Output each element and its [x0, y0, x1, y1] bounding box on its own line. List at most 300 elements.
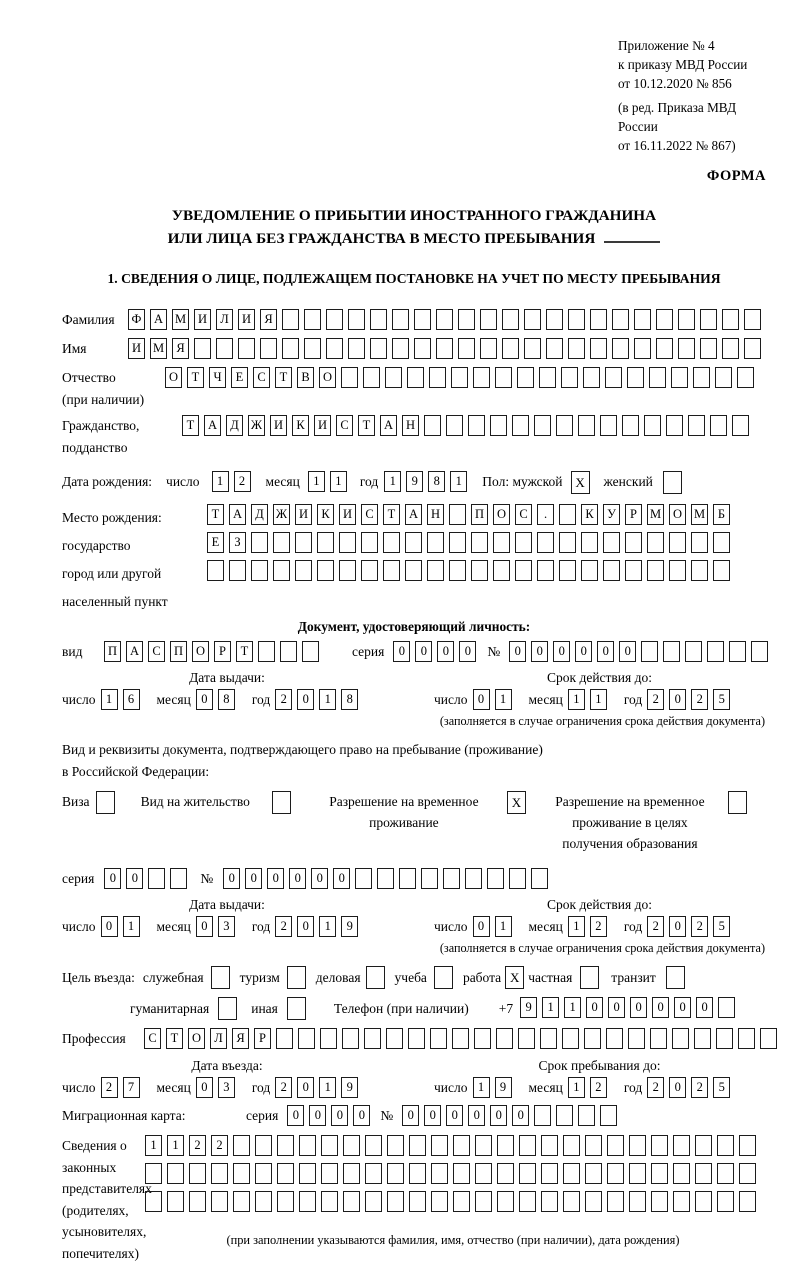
char-cell[interactable]: Е: [207, 532, 224, 553]
char-cell[interactable]: 2: [275, 916, 292, 937]
char-cell[interactable]: 2: [101, 1077, 118, 1098]
char-cell[interactable]: [691, 532, 708, 553]
char-cell[interactable]: [238, 338, 255, 359]
char-cell[interactable]: 0: [393, 641, 410, 662]
char-cell[interactable]: [458, 309, 475, 330]
char-cell[interactable]: [145, 1191, 162, 1212]
char-cell[interactable]: [497, 1191, 514, 1212]
char-cell[interactable]: 2: [211, 1135, 228, 1156]
char-cell[interactable]: 0: [553, 641, 570, 662]
char-cell[interactable]: 1: [145, 1135, 162, 1156]
char-cell[interactable]: [298, 1028, 315, 1049]
char-cell[interactable]: [695, 1163, 712, 1184]
char-cell[interactable]: 1: [123, 916, 140, 937]
char-cell[interactable]: [517, 367, 534, 388]
char-cell[interactable]: [693, 367, 710, 388]
char-cell[interactable]: [167, 1191, 184, 1212]
char-cell[interactable]: Д: [226, 415, 243, 436]
char-cell[interactable]: [509, 868, 526, 889]
char-cell[interactable]: [715, 367, 732, 388]
char-cell[interactable]: [497, 1163, 514, 1184]
char-cell[interactable]: [607, 1163, 624, 1184]
purpose-study-checkbox[interactable]: [434, 966, 453, 989]
char-cell[interactable]: [600, 1105, 617, 1126]
residence-expiry-day-cells[interactable]: [473, 916, 517, 937]
char-cell[interactable]: [729, 641, 746, 662]
char-cell[interactable]: 2: [189, 1135, 206, 1156]
char-cell[interactable]: 0: [512, 1105, 529, 1126]
char-cell[interactable]: 8: [218, 689, 235, 710]
char-cell[interactable]: 6: [123, 689, 140, 710]
char-cell[interactable]: [673, 1135, 690, 1156]
char-cell[interactable]: 0: [468, 1105, 485, 1126]
char-cell[interactable]: [718, 997, 735, 1018]
char-cell[interactable]: 1: [450, 471, 467, 492]
char-cell[interactable]: [537, 560, 554, 581]
birth-month-cells[interactable]: [308, 471, 352, 492]
char-cell[interactable]: [622, 415, 639, 436]
char-cell[interactable]: 2: [691, 689, 708, 710]
char-cell[interactable]: 9: [520, 997, 537, 1018]
char-cell[interactable]: [650, 1028, 667, 1049]
char-cell[interactable]: Т: [166, 1028, 183, 1049]
char-cell[interactable]: [584, 1028, 601, 1049]
char-cell[interactable]: [732, 415, 749, 436]
char-cell[interactable]: Д: [251, 504, 268, 525]
char-cell[interactable]: [563, 1135, 580, 1156]
char-cell[interactable]: Т: [182, 415, 199, 436]
birth-year-cells[interactable]: [384, 471, 472, 492]
char-cell[interactable]: 0: [575, 641, 592, 662]
char-cell[interactable]: Т: [236, 641, 253, 662]
char-cell[interactable]: [744, 309, 761, 330]
doc-issue-year-cells[interactable]: [275, 689, 363, 710]
char-cell[interactable]: 2: [275, 1077, 292, 1098]
char-cell[interactable]: [546, 309, 563, 330]
char-cell[interactable]: 1: [495, 689, 512, 710]
char-cell[interactable]: [496, 1028, 513, 1049]
char-cell[interactable]: [673, 1191, 690, 1212]
char-cell[interactable]: 0: [196, 689, 213, 710]
char-cell[interactable]: 0: [297, 916, 314, 937]
char-cell[interactable]: 1: [167, 1135, 184, 1156]
purpose-official-checkbox[interactable]: [211, 966, 230, 989]
char-cell[interactable]: 0: [608, 997, 625, 1018]
char-cell[interactable]: 0: [101, 916, 118, 937]
char-cell[interactable]: 0: [669, 1077, 686, 1098]
doc-type-cells[interactable]: [104, 641, 324, 662]
char-cell[interactable]: 1: [568, 1077, 585, 1098]
char-cell[interactable]: 1: [319, 689, 336, 710]
char-cell[interactable]: 0: [126, 868, 143, 889]
birth-place-row-3[interactable]: [207, 560, 735, 581]
char-cell[interactable]: [518, 1028, 535, 1049]
char-cell[interactable]: [495, 367, 512, 388]
char-cell[interactable]: 0: [446, 1105, 463, 1126]
char-cell[interactable]: Ч: [209, 367, 226, 388]
char-cell[interactable]: [424, 415, 441, 436]
char-cell[interactable]: [348, 338, 365, 359]
citizenship-cells[interactable]: [182, 415, 754, 436]
char-cell[interactable]: [302, 641, 319, 662]
char-cell[interactable]: 0: [619, 641, 636, 662]
char-cell[interactable]: 0: [311, 868, 328, 889]
char-cell[interactable]: [295, 560, 312, 581]
char-cell[interactable]: [716, 1028, 733, 1049]
char-cell[interactable]: [515, 560, 532, 581]
char-cell[interactable]: [475, 1163, 492, 1184]
char-cell[interactable]: С: [336, 415, 353, 436]
char-cell[interactable]: 1: [568, 689, 585, 710]
char-cell[interactable]: [537, 532, 554, 553]
char-cell[interactable]: [453, 1163, 470, 1184]
char-cell[interactable]: [189, 1163, 206, 1184]
char-cell[interactable]: [399, 868, 416, 889]
char-cell[interactable]: [386, 1028, 403, 1049]
char-cell[interactable]: [363, 367, 380, 388]
char-cell[interactable]: [326, 309, 343, 330]
char-cell[interactable]: [304, 338, 321, 359]
char-cell[interactable]: О: [493, 504, 510, 525]
char-cell[interactable]: [383, 532, 400, 553]
char-cell[interactable]: [474, 1028, 491, 1049]
char-cell[interactable]: З: [229, 532, 246, 553]
char-cell[interactable]: [625, 560, 642, 581]
char-cell[interactable]: [361, 560, 378, 581]
char-cell[interactable]: [606, 1028, 623, 1049]
char-cell[interactable]: К: [292, 415, 309, 436]
doc-expiry-year-cells[interactable]: [647, 689, 735, 710]
char-cell[interactable]: [370, 338, 387, 359]
char-cell[interactable]: [167, 1163, 184, 1184]
char-cell[interactable]: У: [603, 504, 620, 525]
char-cell[interactable]: 2: [275, 689, 292, 710]
char-cell[interactable]: [695, 1135, 712, 1156]
char-cell[interactable]: Ж: [273, 504, 290, 525]
char-cell[interactable]: 0: [674, 997, 691, 1018]
char-cell[interactable]: 8: [341, 689, 358, 710]
char-cell[interactable]: [628, 1028, 645, 1049]
char-cell[interactable]: [738, 1028, 755, 1049]
char-cell[interactable]: 8: [428, 471, 445, 492]
char-cell[interactable]: Л: [216, 309, 233, 330]
char-cell[interactable]: [561, 367, 578, 388]
char-cell[interactable]: 1: [330, 471, 347, 492]
char-cell[interactable]: 2: [647, 689, 664, 710]
char-cell[interactable]: [666, 415, 683, 436]
char-cell[interactable]: 1: [473, 1077, 490, 1098]
char-cell[interactable]: [207, 560, 224, 581]
char-cell[interactable]: 1: [542, 997, 559, 1018]
char-cell[interactable]: 0: [297, 689, 314, 710]
char-cell[interactable]: [688, 415, 705, 436]
char-cell[interactable]: [600, 415, 617, 436]
char-cell[interactable]: [493, 532, 510, 553]
char-cell[interactable]: [414, 338, 431, 359]
char-cell[interactable]: [607, 1191, 624, 1212]
char-cell[interactable]: [299, 1135, 316, 1156]
char-cell[interactable]: 0: [473, 689, 490, 710]
char-cell[interactable]: Я: [172, 338, 189, 359]
char-cell[interactable]: [671, 367, 688, 388]
char-cell[interactable]: 5: [713, 689, 730, 710]
char-cell[interactable]: [519, 1191, 536, 1212]
char-cell[interactable]: [365, 1163, 382, 1184]
char-cell[interactable]: [258, 641, 275, 662]
char-cell[interactable]: [409, 1163, 426, 1184]
char-cell[interactable]: 0: [267, 868, 284, 889]
char-cell[interactable]: 2: [590, 916, 607, 937]
char-cell[interactable]: [663, 641, 680, 662]
char-cell[interactable]: [449, 560, 466, 581]
char-cell[interactable]: [559, 560, 576, 581]
char-cell[interactable]: 0: [402, 1105, 419, 1126]
char-cell[interactable]: Р: [254, 1028, 271, 1049]
char-cell[interactable]: [669, 560, 686, 581]
residence-issue-year-cells[interactable]: [275, 916, 363, 937]
char-cell[interactable]: [585, 1163, 602, 1184]
surname-cells[interactable]: [128, 309, 766, 330]
char-cell[interactable]: [713, 560, 730, 581]
char-cell[interactable]: [383, 560, 400, 581]
char-cell[interactable]: 0: [437, 641, 454, 662]
char-cell[interactable]: [277, 1163, 294, 1184]
char-cell[interactable]: [321, 1135, 338, 1156]
char-cell[interactable]: [578, 1105, 595, 1126]
char-cell[interactable]: [453, 1135, 470, 1156]
birth-place-row-1[interactable]: [207, 504, 735, 525]
char-cell[interactable]: [427, 560, 444, 581]
char-cell[interactable]: [563, 1163, 580, 1184]
char-cell[interactable]: 1: [495, 916, 512, 937]
firstname-cells[interactable]: [128, 338, 766, 359]
char-cell[interactable]: [343, 1135, 360, 1156]
birth-day-cells[interactable]: [212, 471, 256, 492]
residence-expiry-month-cells[interactable]: [568, 916, 612, 937]
char-cell[interactable]: [583, 367, 600, 388]
char-cell[interactable]: [534, 415, 551, 436]
char-cell[interactable]: [273, 560, 290, 581]
char-cell[interactable]: И: [295, 504, 312, 525]
char-cell[interactable]: [710, 415, 727, 436]
char-cell[interactable]: [471, 532, 488, 553]
char-cell[interactable]: [515, 532, 532, 553]
char-cell[interactable]: [211, 1163, 228, 1184]
char-cell[interactable]: [421, 868, 438, 889]
char-cell[interactable]: 0: [289, 868, 306, 889]
char-cell[interactable]: [531, 868, 548, 889]
char-cell[interactable]: [276, 1028, 293, 1049]
char-cell[interactable]: 0: [459, 641, 476, 662]
char-cell[interactable]: П: [104, 641, 121, 662]
char-cell[interactable]: [700, 309, 717, 330]
char-cell[interactable]: [449, 504, 466, 525]
char-cell[interactable]: [251, 532, 268, 553]
char-cell[interactable]: [280, 641, 297, 662]
char-cell[interactable]: А: [229, 504, 246, 525]
char-cell[interactable]: [647, 560, 664, 581]
char-cell[interactable]: [326, 338, 343, 359]
char-cell[interactable]: О: [319, 367, 336, 388]
char-cell[interactable]: И: [128, 338, 145, 359]
char-cell[interactable]: [672, 1028, 689, 1049]
char-cell[interactable]: [385, 367, 402, 388]
char-cell[interactable]: [539, 367, 556, 388]
char-cell[interactable]: [634, 309, 651, 330]
char-cell[interactable]: [443, 868, 460, 889]
char-cell[interactable]: Т: [358, 415, 375, 436]
char-cell[interactable]: 0: [331, 1105, 348, 1126]
purpose-transit-checkbox[interactable]: [666, 966, 685, 989]
legal-reps-row-3[interactable]: [145, 1191, 761, 1212]
char-cell[interactable]: [233, 1163, 250, 1184]
char-cell[interactable]: [590, 309, 607, 330]
char-cell[interactable]: [493, 560, 510, 581]
char-cell[interactable]: М: [691, 504, 708, 525]
char-cell[interactable]: 3: [218, 916, 235, 937]
char-cell[interactable]: [480, 309, 497, 330]
char-cell[interactable]: [739, 1135, 756, 1156]
char-cell[interactable]: [255, 1191, 272, 1212]
char-cell[interactable]: [585, 1191, 602, 1212]
char-cell[interactable]: [717, 1135, 734, 1156]
temp-residence-education-checkbox[interactable]: [728, 791, 747, 814]
char-cell[interactable]: Р: [625, 504, 642, 525]
char-cell[interactable]: 0: [196, 916, 213, 937]
char-cell[interactable]: О: [192, 641, 209, 662]
migration-number-cells[interactable]: [402, 1105, 622, 1126]
char-cell[interactable]: [429, 367, 446, 388]
char-cell[interactable]: [408, 1028, 425, 1049]
char-cell[interactable]: [436, 338, 453, 359]
gender-female-checkbox[interactable]: [663, 471, 682, 494]
char-cell[interactable]: [436, 309, 453, 330]
char-cell[interactable]: [651, 1191, 668, 1212]
char-cell[interactable]: [355, 868, 372, 889]
char-cell[interactable]: [251, 560, 268, 581]
char-cell[interactable]: С: [253, 367, 270, 388]
char-cell[interactable]: Н: [402, 415, 419, 436]
char-cell[interactable]: [629, 1191, 646, 1212]
char-cell[interactable]: [607, 1135, 624, 1156]
char-cell[interactable]: [392, 338, 409, 359]
phone-cells[interactable]: [520, 997, 740, 1018]
char-cell[interactable]: [377, 868, 394, 889]
char-cell[interactable]: А: [405, 504, 422, 525]
char-cell[interactable]: [260, 338, 277, 359]
char-cell[interactable]: [339, 532, 356, 553]
char-cell[interactable]: [678, 338, 695, 359]
char-cell[interactable]: Н: [427, 504, 444, 525]
char-cell[interactable]: [431, 1135, 448, 1156]
char-cell[interactable]: 2: [234, 471, 251, 492]
char-cell[interactable]: 0: [424, 1105, 441, 1126]
char-cell[interactable]: [475, 1135, 492, 1156]
char-cell[interactable]: [707, 641, 724, 662]
char-cell[interactable]: 5: [713, 916, 730, 937]
char-cell[interactable]: [722, 338, 739, 359]
char-cell[interactable]: 2: [691, 1077, 708, 1098]
char-cell[interactable]: А: [126, 641, 143, 662]
char-cell[interactable]: [540, 1028, 557, 1049]
char-cell[interactable]: 0: [490, 1105, 507, 1126]
residence-issue-month-cells[interactable]: [196, 916, 240, 937]
purpose-business-checkbox[interactable]: [366, 966, 385, 989]
char-cell[interactable]: В: [297, 367, 314, 388]
char-cell[interactable]: [321, 1191, 338, 1212]
char-cell[interactable]: [317, 560, 334, 581]
char-cell[interactable]: 1: [319, 1077, 336, 1098]
char-cell[interactable]: 2: [691, 916, 708, 937]
char-cell[interactable]: Л: [210, 1028, 227, 1049]
char-cell[interactable]: [453, 1191, 470, 1212]
char-cell[interactable]: [559, 504, 576, 525]
char-cell[interactable]: [299, 1163, 316, 1184]
char-cell[interactable]: Т: [187, 367, 204, 388]
char-cell[interactable]: [414, 309, 431, 330]
char-cell[interactable]: [647, 532, 664, 553]
char-cell[interactable]: 1: [568, 916, 585, 937]
char-cell[interactable]: 0: [309, 1105, 326, 1126]
doc-issue-month-cells[interactable]: [196, 689, 240, 710]
char-cell[interactable]: [451, 367, 468, 388]
char-cell[interactable]: С: [515, 504, 532, 525]
char-cell[interactable]: [364, 1028, 381, 1049]
char-cell[interactable]: [629, 1135, 646, 1156]
char-cell[interactable]: [739, 1191, 756, 1212]
char-cell[interactable]: 1: [384, 471, 401, 492]
char-cell[interactable]: 9: [495, 1077, 512, 1098]
char-cell[interactable]: [211, 1191, 228, 1212]
char-cell[interactable]: И: [238, 309, 255, 330]
migration-series-cells[interactable]: [287, 1105, 375, 1126]
char-cell[interactable]: [405, 532, 422, 553]
char-cell[interactable]: [669, 532, 686, 553]
char-cell[interactable]: Ф: [128, 309, 145, 330]
char-cell[interactable]: [713, 532, 730, 553]
char-cell[interactable]: 0: [415, 641, 432, 662]
doc-issue-day-cells[interactable]: [101, 689, 145, 710]
char-cell[interactable]: 0: [473, 916, 490, 937]
stay-month-cells[interactable]: [568, 1077, 612, 1098]
char-cell[interactable]: [449, 532, 466, 553]
char-cell[interactable]: [691, 560, 708, 581]
char-cell[interactable]: [760, 1028, 777, 1049]
patronymic-cells[interactable]: [165, 367, 759, 388]
char-cell[interactable]: [233, 1191, 250, 1212]
char-cell[interactable]: 1: [212, 471, 229, 492]
char-cell[interactable]: [365, 1191, 382, 1212]
char-cell[interactable]: И: [194, 309, 211, 330]
char-cell[interactable]: 0: [630, 997, 647, 1018]
char-cell[interactable]: [739, 1163, 756, 1184]
char-cell[interactable]: [321, 1163, 338, 1184]
char-cell[interactable]: [519, 1163, 536, 1184]
char-cell[interactable]: 2: [590, 1077, 607, 1098]
char-cell[interactable]: Т: [275, 367, 292, 388]
char-cell[interactable]: [427, 532, 444, 553]
char-cell[interactable]: О: [188, 1028, 205, 1049]
char-cell[interactable]: 0: [586, 997, 603, 1018]
char-cell[interactable]: 0: [245, 868, 262, 889]
char-cell[interactable]: [343, 1163, 360, 1184]
char-cell[interactable]: [475, 1191, 492, 1212]
char-cell[interactable]: [656, 309, 673, 330]
char-cell[interactable]: [700, 338, 717, 359]
char-cell[interactable]: [341, 367, 358, 388]
char-cell[interactable]: [541, 1163, 558, 1184]
char-cell[interactable]: [634, 338, 651, 359]
